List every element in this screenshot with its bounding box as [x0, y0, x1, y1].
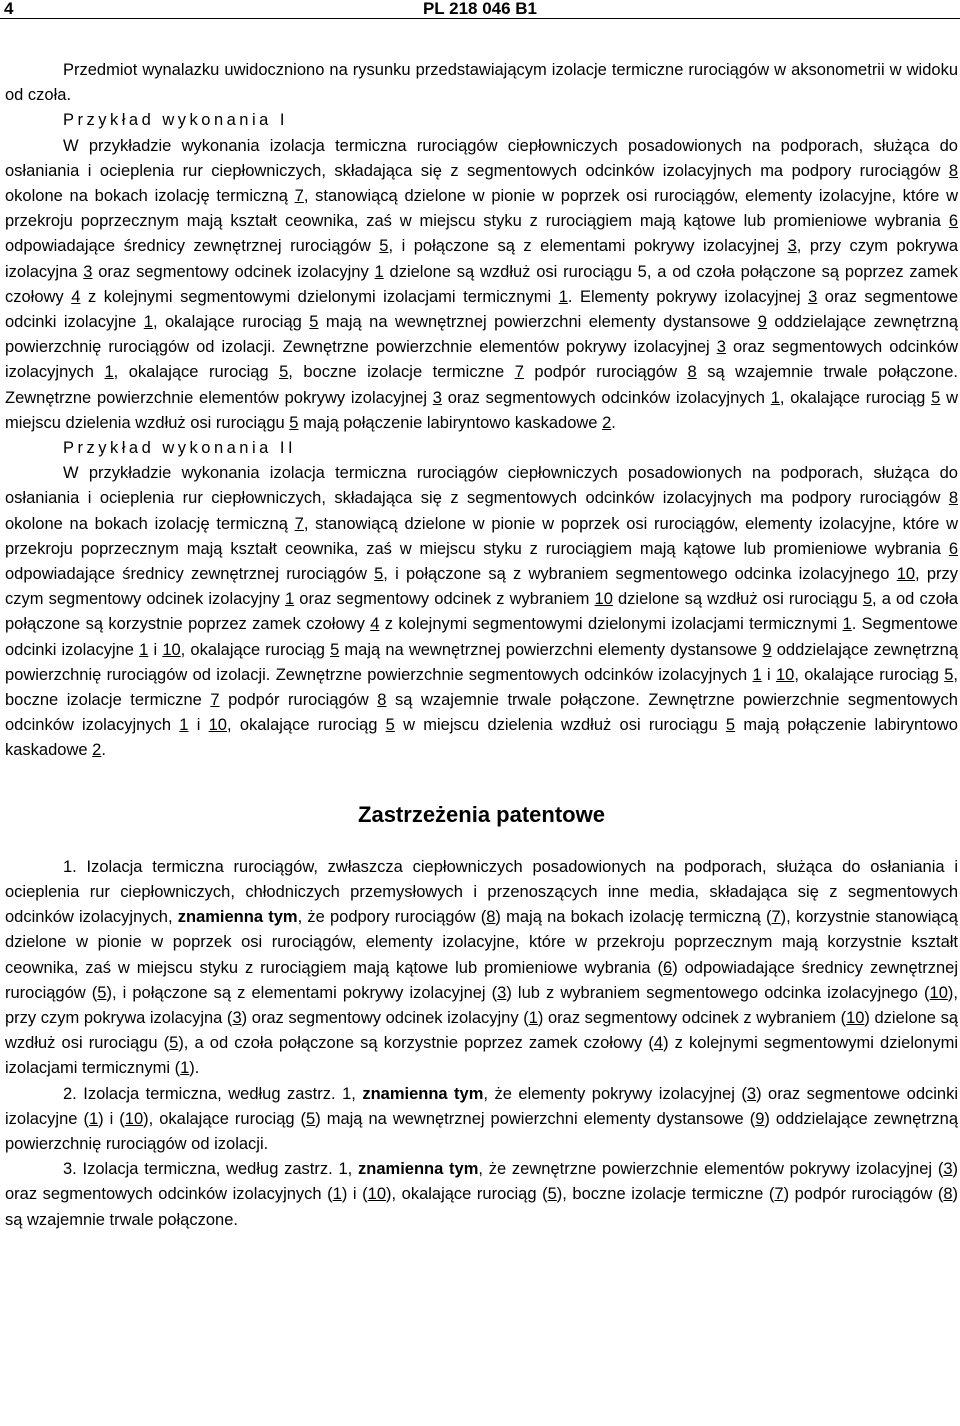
page-header — [0, 0, 960, 19]
reference-numeral: 7 — [771, 908, 781, 927]
reference-numeral: 5 — [306, 1109, 316, 1128]
reference-numeral: 6 — [948, 539, 958, 558]
reference-numeral: 2 — [92, 741, 102, 760]
example-1-paragraph — [5, 134, 958, 436]
text-run: , okalające rurociąg — [779, 388, 932, 407]
reference-numeral: 5 — [931, 388, 941, 407]
reference-numeral: 6 — [948, 212, 958, 231]
claims-heading: Zastrzeżenia patentowe — [358, 801, 605, 827]
text-run: ), boczne izolacje termiczne ( — [556, 1185, 775, 1204]
reference-numeral: 3 — [746, 1084, 757, 1103]
reference-numeral: 7 — [294, 187, 304, 206]
text-run: . — [611, 413, 616, 432]
claim-keyword: znamienna tym — [362, 1084, 484, 1103]
text-run: ), a od czoła połączone są korzystnie poprzez zamek czołowy ( — [178, 1034, 654, 1053]
reference-numeral: 1 — [88, 1109, 99, 1128]
reference-numeral: 1 — [558, 287, 568, 306]
text-run: 3. Izolacja termiczna, według zastrz. 1, — [63, 1160, 359, 1179]
text-run: , okalające rurociąg — [794, 665, 945, 684]
reference-numeral: 10 — [776, 665, 795, 684]
reference-numeral: 3 — [232, 1008, 242, 1027]
text-run: , i połączone są z elementami pokrywy izolacyjnej — [388, 237, 788, 256]
text-run: ) z kolejnymi segmentowymi dzielonymi izolacjami termicznymi ( — [5, 1034, 958, 1078]
example-2-title: Przykład wykonania II — [63, 439, 297, 458]
text-run: , okalające rurociąg — [152, 313, 310, 332]
reference-numeral: 7 — [294, 514, 304, 533]
reference-numeral: 5 — [944, 665, 954, 684]
text-run: ) mają na bokach izolację termiczną ( — [495, 908, 772, 927]
text-run: ) oraz segmentowy odcinek z wybraniem ( — [537, 1008, 847, 1027]
text-run: ), korzystnie stanowiącą dzielone w pionie w poprzek osi rurociągów, elementy izolacyjne, które w przekroju poprzecznym mają korzystnie kształt ceownika, zaś w miejscu styku z rurociągiem mają kątowe lub promieniowe wybrania ( — [5, 908, 958, 977]
example-1-title: Przykład wykonania I — [63, 111, 288, 130]
reference-numeral: 8 — [377, 691, 387, 710]
text-run: ), przy czym pokrywa izolacyjna ( — [5, 983, 958, 1027]
reference-numeral: 10 — [846, 1008, 865, 1027]
text-run: , stanowiącą dzielone w pionie w poprzek osi rurociągów, elementy izolacyjne, które w przekroju poprzecznym mają kształt ceownika, zaś w miejscu styku z rurociągiem mają kątowe lub promieniowe wybrania — [5, 514, 959, 558]
text-run: , że podpory rurociągów ( — [297, 908, 487, 927]
text-run: 1. Izolacja termiczna rurociągów, zwłaszcza ciepłowniczych posadowionych na podporach, służąca do osłaniania i ocieplenia rur ciepłowniczych, chłodniczych przemysłowych i przenoszących inne media, składająca się z segmentowych odcinków izolacyjnych, — [5, 857, 958, 927]
reference-numeral: 5 — [379, 237, 389, 256]
reference-numeral: 6 — [663, 958, 673, 977]
reference-numeral: 3 — [943, 1160, 953, 1179]
text-run: ) oddzielające zewnętrzną powierzchnię rurociągów od izolacji. — [5, 1109, 958, 1153]
reference-numeral: 1 — [374, 262, 384, 281]
text-run: , że zewnętrzne powierzchnie elementów pokrywy izolacyjnej ( — [478, 1160, 944, 1179]
document-body — [5, 58, 958, 1233]
text-run: i — [761, 665, 776, 684]
reference-numeral: 3 — [432, 388, 442, 407]
text-run: ) lub z wybraniem segmentowego odcinka izolacyjnego ( — [506, 983, 930, 1002]
reference-numeral: 5 — [547, 1185, 557, 1204]
reference-numeral: 10 — [896, 565, 916, 584]
text-run: , a od czoła połączone są korzystnie poprzez zamek czołowy — [5, 590, 958, 634]
text-run: mają połączenie labiryntowo kaskadowe — [298, 413, 603, 432]
text-run: odpowiadające średnicy zewnętrznej rurociągów — [5, 565, 375, 584]
reference-numeral: 5 — [169, 1034, 179, 1053]
reference-numeral: 5 — [97, 983, 107, 1002]
reference-numeral: 2 — [602, 413, 612, 432]
reference-numeral: 3 — [808, 287, 818, 306]
reference-numeral: 1 — [285, 590, 295, 609]
reference-numeral: 7 — [774, 1185, 784, 1204]
reference-numeral: 4 — [370, 615, 380, 634]
text-run: , że elementy pokrywy izolacyjnej ( — [483, 1084, 747, 1103]
claim-1 — [5, 855, 958, 1082]
reference-numeral: 8 — [948, 161, 958, 180]
reference-numeral: 9 — [762, 640, 772, 659]
text-run: , stanowiącą dzielone w pionie w poprzek osi rurociągów, elementy izolacyjne, które w przekroju poprzecznym mają kształt ceownika, zaś w miejscu styku z rurociągiem mają kątowe lub promieniowe wybrania — [5, 187, 959, 231]
text-run: , okalające rurociąg — [113, 363, 280, 382]
text-run: 2. Izolacja termiczna, według zastrz. 1, — [63, 1084, 363, 1103]
text-run: z kolejnymi segmentowymi dzielonymi izolacjami termicznymi — [80, 287, 559, 306]
reference-numeral: 5 — [279, 363, 289, 382]
reference-numeral: 5 — [309, 313, 319, 332]
reference-numeral: 5 — [862, 590, 872, 609]
text-run: ) podpór rurociągów ( — [783, 1185, 944, 1204]
reference-numeral: 3 — [497, 983, 507, 1002]
reference-numeral: 5 — [385, 716, 395, 735]
reference-numeral: 9 — [755, 1109, 765, 1128]
reference-numeral: 1 — [139, 640, 149, 659]
reference-numeral: 5 — [289, 413, 299, 432]
reference-numeral: 3 — [716, 338, 726, 357]
reference-numeral: 8 — [948, 489, 958, 508]
reference-numeral: 4 — [71, 287, 81, 306]
example-2-paragraph — [5, 461, 958, 763]
text-run: są wzajemnie trwale połączone. Zewnętrzne powierzchnie segmentowych odcinków izolacyjnych — [5, 691, 958, 735]
text-run: , okalające rurociąg — [180, 640, 331, 659]
text-run: , boczne izolacje termiczne — [288, 363, 515, 382]
reference-numeral: 1 — [180, 1059, 190, 1078]
text-run: podpór rurociągów — [219, 691, 378, 710]
text-run: oraz segmentowych odcinków izolacyjnych — [5, 338, 958, 382]
reference-numeral: 1 — [842, 615, 852, 634]
text-run: w miejscu dzielenia wzdłuż osi rurociągu — [5, 388, 958, 432]
text-run: mają połączenie labiryntowo kaskadowe — [5, 716, 958, 760]
reference-numeral: 3 — [787, 237, 797, 256]
text-run: , przy czym segmentowy odcinek izolacyjny — [5, 565, 959, 609]
text-run: ) i ( — [341, 1185, 368, 1204]
reference-numeral: 1 — [179, 716, 189, 735]
reference-numeral: 5 — [374, 565, 384, 584]
reference-numeral: 10 — [124, 1109, 144, 1128]
text-run: są wzajemnie trwale połączone. Zewnętrzne powierzchnie elementów pokrywy izolacyjnej — [5, 363, 958, 407]
reference-numeral: 7 — [210, 691, 220, 710]
claim-2 — [5, 1082, 958, 1158]
text-run: oddzielające zewnętrzną powierzchnię rurociągów od izolacji. Zewnętrzne powierzchnie segmentowych odcinków izolacyjnych — [5, 640, 959, 684]
text-run: ) odpowiadające średnicy zewnętrznej rurociągów ( — [5, 958, 959, 1002]
reference-numeral: 10 — [929, 983, 948, 1002]
text-run: , przy czym pokrywa izolacyjna — [5, 237, 959, 281]
text-run: ) oraz segmentowy odcinek izolacyjny ( — [241, 1008, 529, 1027]
text-run: i — [188, 716, 209, 735]
text-run: w miejscu dzielenia wzdłuż osi rurociągu — [394, 716, 726, 735]
claim-keyword: znamienna tym — [177, 908, 298, 927]
reference-numeral: 1 — [752, 665, 762, 684]
text-run: . — [101, 741, 106, 760]
text-run: oraz segmentowych odcinków izolacyjnych — [441, 388, 771, 407]
text-run: odpowiadające średnicy zewnętrznej rurociągów — [5, 237, 380, 256]
text-run: mają na wewnętrznej powierzchni elementy dystansowe — [339, 640, 763, 659]
claim-3 — [5, 1157, 958, 1233]
text-run: oraz segmentowe odcinki izolacyjne — [5, 287, 958, 332]
claim-keyword: znamienna tym — [358, 1160, 479, 1179]
text-run: ) są wzajemnie trwale połączone. — [5, 1185, 959, 1229]
text-run: . Elementy pokrywy izolacyjnej — [567, 287, 809, 306]
reference-numeral: 1 — [104, 363, 114, 382]
intro-paragraph: Przedmiot wynalazku uwidoczniono na rysunku przedstawiającym izolacje termiczne rurociągów w aksonometrii w widoku od czoła. — [5, 61, 958, 105]
reference-numeral: 4 — [653, 1034, 664, 1053]
reference-numeral: 1 — [528, 1008, 538, 1027]
text-run: podpór rurociągów — [523, 363, 688, 382]
text-run: okolone na bokach izolację termiczną — [5, 514, 295, 533]
text-run: dzielone są wzdłuż osi rurociągu 5, a od czoła połączone są poprzez zamek czołowy — [5, 262, 958, 306]
text-run: z kolejnymi segmentowymi dzielonymi izolacjami termicznymi — [379, 615, 843, 634]
text-run: i — [148, 640, 163, 659]
text-run: oddzielające zewnętrzną powierzchnię rurociągów od izolacji. Zewnętrzne powierzchnie elementów pokrywy izolacyjnej — [5, 313, 959, 357]
text-run: ). — [189, 1059, 200, 1078]
reference-numeral: 8 — [687, 363, 697, 382]
text-run: ) oraz segmentowych odcinków izolacyjnych ( — [5, 1160, 959, 1204]
text-run: W przykładzie wykonania izolacja termiczna rurociągów ciepłowniczych posadowionych na podporach, służąca do osłaniania i ocieplenia rur ciepłowniczych, składająca się z segmentowych odcinków izolacyjnych ma podpory rurociągów — [5, 464, 958, 508]
reference-numeral: 8 — [943, 1185, 953, 1204]
text-run: ), okalające rurociąg ( — [143, 1109, 307, 1128]
reference-numeral: 10 — [594, 590, 613, 609]
text-run: ), i połączone są z elementami pokrywy izolacyjnej ( — [106, 983, 498, 1002]
reference-numeral: 5 — [725, 716, 736, 735]
text-run: ) mają na wewnętrznej powierzchni elementy dystansowe ( — [315, 1109, 756, 1128]
text-run: oraz segmentowy odcinek izolacyjny — [92, 262, 375, 281]
reference-numeral: 1 — [332, 1185, 342, 1204]
text-run: ) i ( — [98, 1109, 125, 1128]
reference-numeral: 10 — [208, 716, 227, 735]
reference-numeral: 9 — [757, 313, 767, 332]
page-number: 4 — [4, 0, 14, 18]
reference-numeral: 5 — [330, 640, 340, 659]
reference-numeral: 3 — [83, 262, 93, 281]
reference-numeral: 8 — [486, 908, 496, 927]
reference-numeral: 1 — [143, 313, 153, 332]
text-run: ) dzielone są wzdłuż osi rurociągu ( — [5, 1008, 958, 1053]
text-run: . Segmentowe odcinki izolacyjne — [5, 615, 958, 659]
reference-numeral: 1 — [770, 388, 780, 407]
text-run: okolone na bokach izolację termiczną — [5, 187, 295, 206]
reference-numeral: 10 — [162, 640, 181, 659]
patent-number: PL 218 046 B1 — [422, 0, 538, 18]
text-run: W przykładzie wykonania izolacja termiczna rurociągów ciepłowniczych posadowionych na podporach, służąca do osłaniania i ocieplenia rur ciepłowniczych, składająca się z segmentowych odcinków izolacyjnych ma podpory rurociągów — [5, 136, 958, 180]
text-run: oraz segmentowy odcinek z wybraniem — [294, 590, 595, 609]
text-run: ), okalające rurociąg ( — [386, 1185, 548, 1204]
text-run: mają na wewnętrznej powierzchni elementy dystansowe — [318, 313, 758, 332]
text-run: , okalające rurociąg — [226, 716, 386, 735]
reference-numeral: 10 — [367, 1185, 386, 1204]
reference-numeral: 7 — [514, 363, 524, 382]
text-run: ) oraz segmentowe odcinki izolacyjne ( — [5, 1084, 958, 1128]
text-run: , i połączone są z wybraniem segmentowego odcinka izolacyjnego — [383, 565, 897, 584]
text-run: , boczne izolacje termiczne — [5, 665, 958, 710]
text-run: dzielone są wzdłuż osi rurociągu — [612, 590, 863, 609]
